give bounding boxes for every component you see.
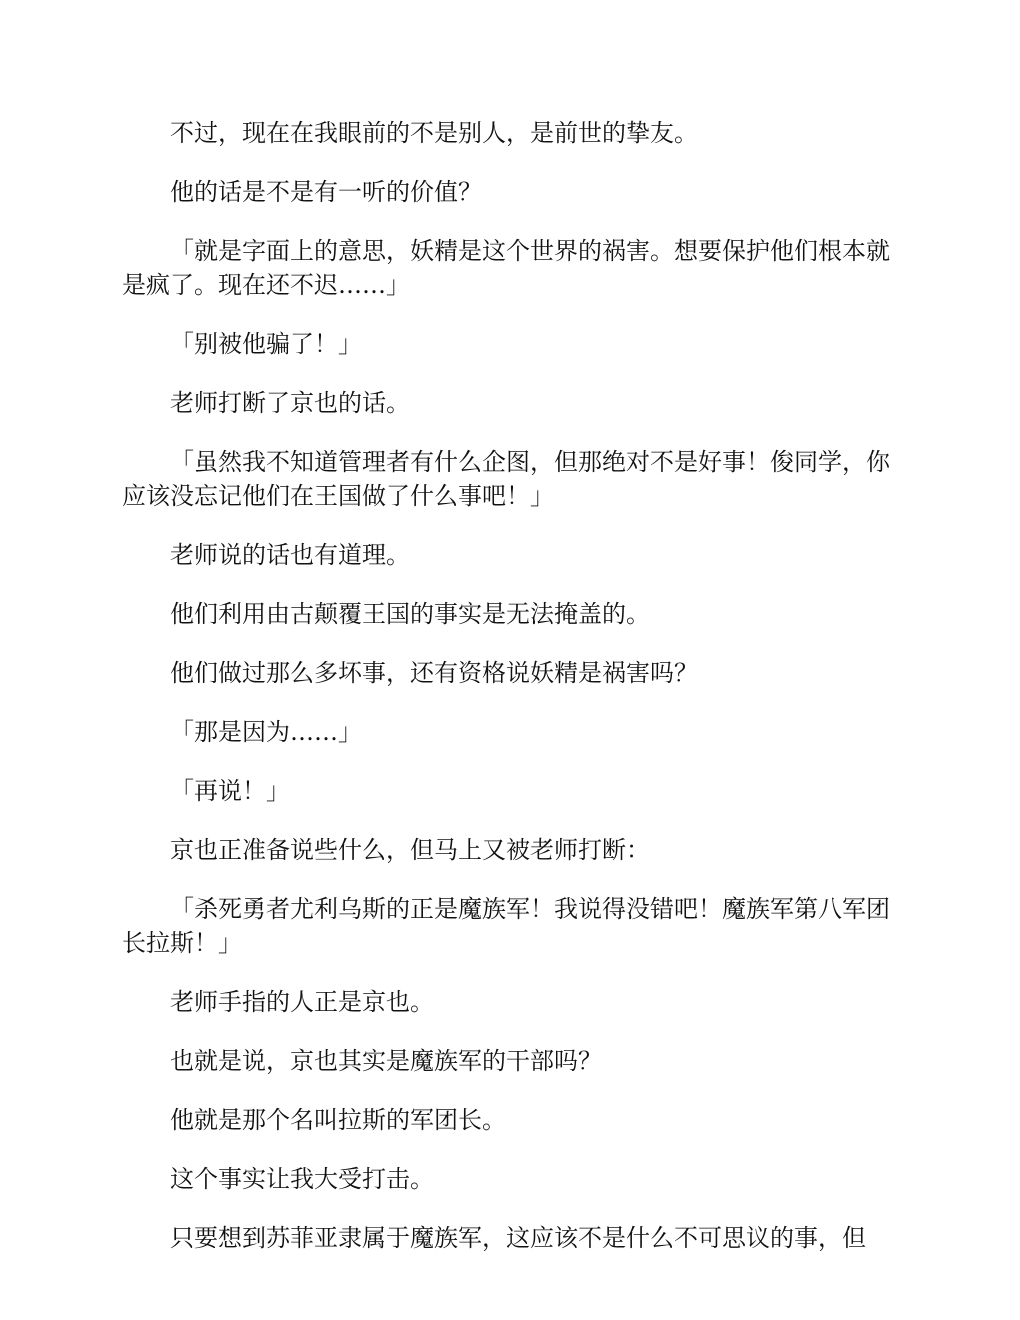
paragraph: 不过，现在在我眼前的不是别人，是前世的挚友。 — [170, 119, 698, 147]
paragraph: 老师打断了京也的话。 — [170, 389, 410, 417]
paragraph: 京也正准备说些什么，但马上又被老师打断： — [170, 836, 650, 864]
paragraph: 他们做过那么多坏事，还有资格说妖精是祸害吗？ — [170, 659, 698, 687]
dialogue-paragraph: 「别被他骗了！」 — [170, 330, 362, 358]
dialogue-paragraph: 「那是因为……」 — [170, 718, 362, 746]
paragraph: 老师说的话也有道理。 — [170, 541, 410, 569]
dialogue-paragraph: 「再说！」 — [170, 777, 290, 805]
dialogue-paragraph: 「杀死勇者尤利乌斯的正是魔族军！我说得没错吧！魔族军第八军团长拉斯！」 — [122, 895, 890, 957]
paragraph: 他就是那个名叫拉斯的军团长。 — [170, 1106, 506, 1134]
paragraph: 也就是说，京也其实是魔族军的干部吗？ — [170, 1047, 602, 1075]
paragraph: 他的话是不是有一听的价值？ — [170, 178, 482, 206]
dialogue-paragraph: 「虽然我不知道管理者有什么企图，但那绝对不是好事！俊同学，你应该没忘记他们在王国做了什么事吧！」 — [122, 448, 890, 510]
text-body — [122, 116, 898, 1280]
dialogue-paragraph: 「就是字面上的意思，妖精是这个世界的祸害。想要保护他们根本就是疯了。现在还不迟……」 — [122, 237, 890, 299]
paragraph: 他们利用由古颠覆王国的事实是无法掩盖的。 — [170, 600, 650, 628]
paragraph: 老师手指的人正是京也。 — [170, 988, 434, 1016]
paragraph: 只要想到苏菲亚隶属于魔族军，这应该不是什么不可思议的事，但 — [170, 1224, 866, 1252]
paragraph: 这个事实让我大受打击。 — [170, 1165, 434, 1193]
